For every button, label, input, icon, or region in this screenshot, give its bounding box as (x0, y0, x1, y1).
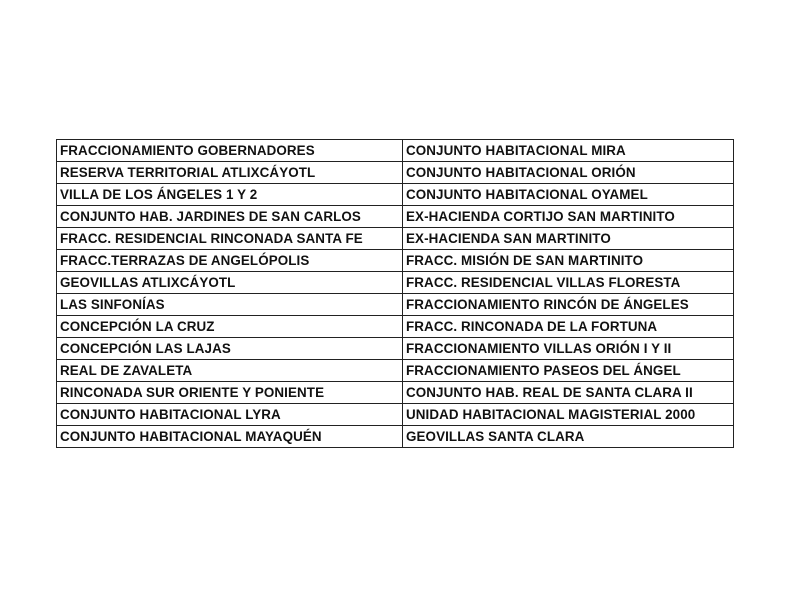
table-cell-left: CONJUNTO HABITACIONAL MAYAQUÉN (57, 426, 403, 448)
table-row (57, 338, 734, 360)
table-cell-right: FRACCIONAMIENTO VILLAS ORIÓN I Y II (403, 338, 734, 360)
table-cell-right: CONJUNTO HABITACIONAL MIRA (403, 140, 734, 162)
table-cell-right: CONJUNTO HABITACIONAL OYAMEL (403, 184, 734, 206)
table-cell-right: CONJUNTO HABITACIONAL ORIÓN (403, 162, 734, 184)
table-row (57, 294, 734, 316)
table-row (57, 316, 734, 338)
table-cell-left: LAS SINFONÍAS (57, 294, 403, 316)
table-row (57, 162, 734, 184)
table-cell-right: FRACCIONAMIENTO RINCÓN DE ÁNGELES (403, 294, 734, 316)
table-row (57, 206, 734, 228)
table-row (57, 228, 734, 250)
table-row (57, 140, 734, 162)
table-cell-right: EX-HACIENDA SAN MARTINITO (403, 228, 734, 250)
table-cell-right: FRACC. RINCONADA DE LA FORTUNA (403, 316, 734, 338)
table-cell-right: EX-HACIENDA CORTIJO SAN MARTINITO (403, 206, 734, 228)
table-row (57, 426, 734, 448)
table-cell-right: CONJUNTO HAB. REAL DE SANTA CLARA II (403, 382, 734, 404)
table-cell-left: RINCONADA SUR ORIENTE Y PONIENTE (57, 382, 403, 404)
table-row (57, 404, 734, 426)
table-cell-left: FRACC.TERRAZAS DE ANGELÓPOLIS (57, 250, 403, 272)
table-cell-left: VILLA DE LOS ÁNGELES 1 Y 2 (57, 184, 403, 206)
table-cell-right: FRACC. MISIÓN DE SAN MARTINITO (403, 250, 734, 272)
table-cell-left: CONJUNTO HAB. JARDINES DE SAN CARLOS (57, 206, 403, 228)
table-cell-right: FRACC. RESIDENCIAL VILLAS FLORESTA (403, 272, 734, 294)
table-cell-right: UNIDAD HABITACIONAL MAGISTERIAL 2000 (403, 404, 734, 426)
table-row (57, 382, 734, 404)
table-row (57, 272, 734, 294)
table-cell-left: CONCEPCIÓN LA CRUZ (57, 316, 403, 338)
fraccionamientos-table (56, 139, 734, 448)
table-cell-left: GEOVILLAS ATLIXCÁYOTL (57, 272, 403, 294)
table-cell-left: FRACC. RESIDENCIAL RINCONADA SANTA FE (57, 228, 403, 250)
table-cell-left: REAL DE ZAVALETA (57, 360, 403, 382)
table-cell-right: GEOVILLAS SANTA CLARA (403, 426, 734, 448)
table-cell-left: CONCEPCIÓN LAS LAJAS (57, 338, 403, 360)
table-row (57, 360, 734, 382)
table-row (57, 250, 734, 272)
table-cell-left: RESERVA TERRITORIAL ATLIXCÁYOTL (57, 162, 403, 184)
table-cell-left: CONJUNTO HABITACIONAL LYRA (57, 404, 403, 426)
table-cell-right: FRACCIONAMIENTO PASEOS DEL ÁNGEL (403, 360, 734, 382)
table-cell-left: FRACCIONAMIENTO GOBERNADORES (57, 140, 403, 162)
table-row (57, 184, 734, 206)
table-body (57, 140, 734, 448)
